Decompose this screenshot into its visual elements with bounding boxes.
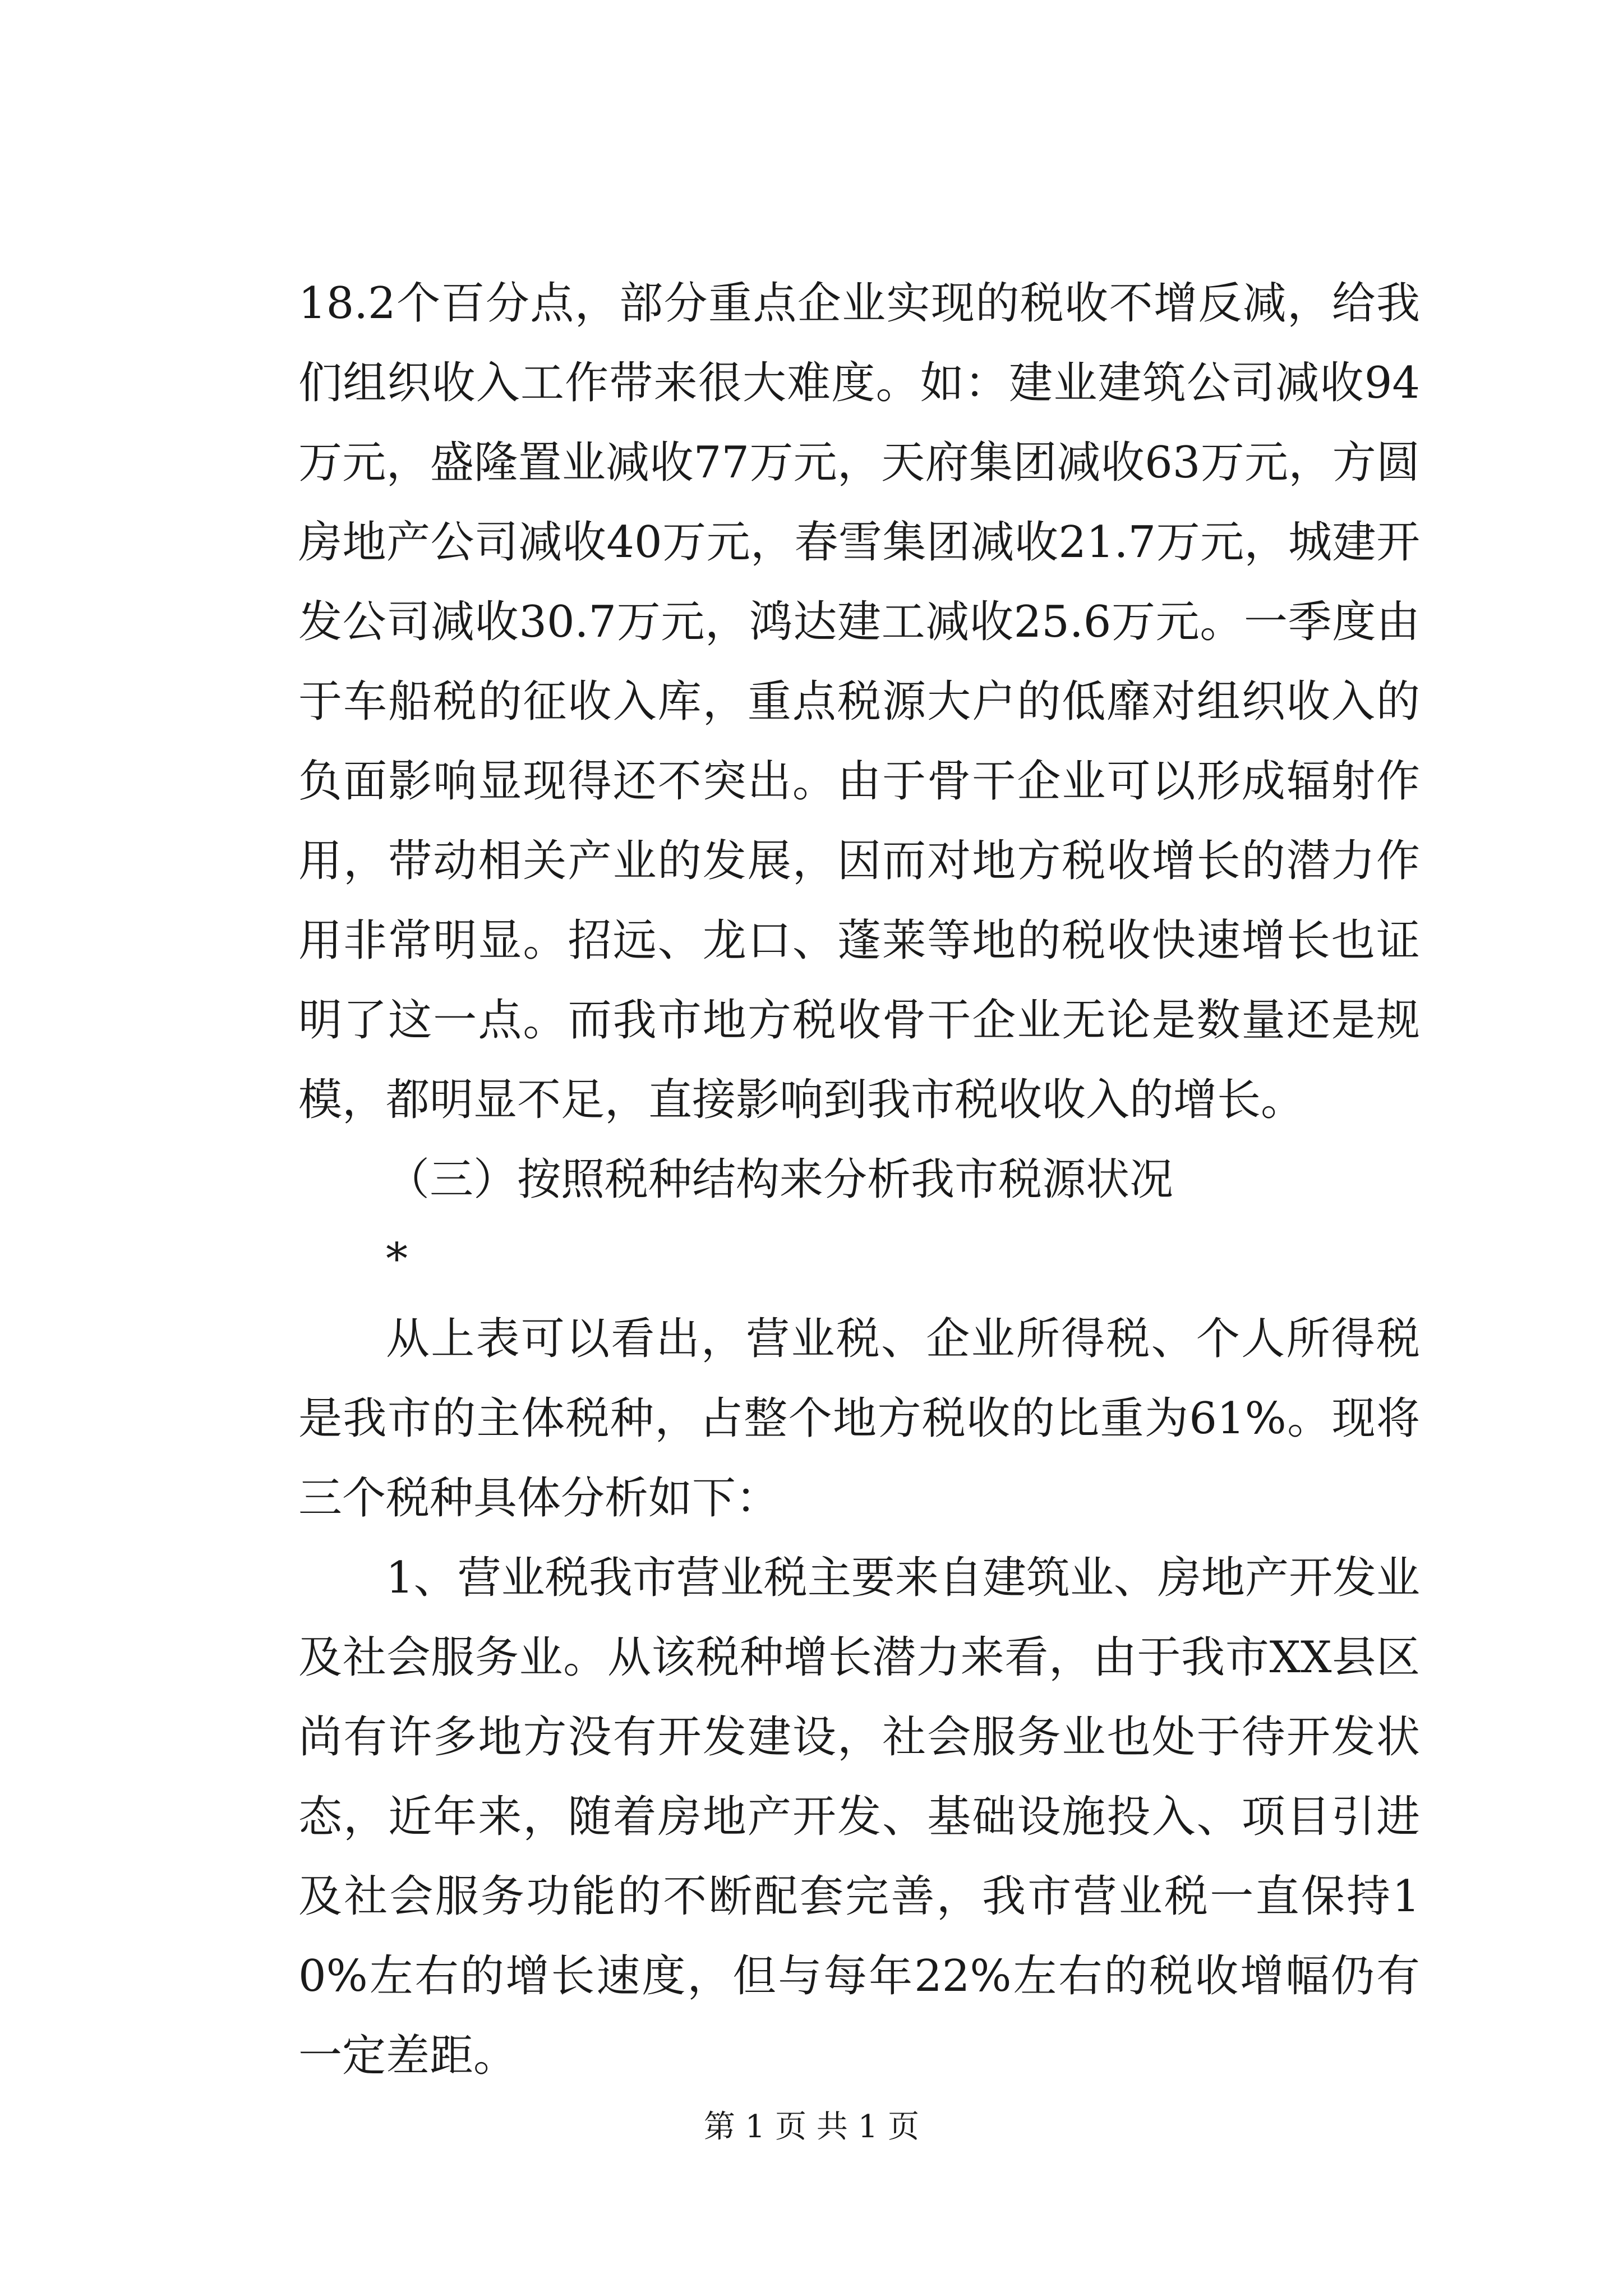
paragraph-tax-decline: 18.2个百分点，部分重点企业实现的税收不增反减，给我们组织收入工作带来很大难度。如：建业建筑公司减收94万元，盛隆置业减收77万元，天府集团减收63万元，方圆房地产公司减收40万元，春雪集团减收21.7万元，城建开发公司减收30.7万元，鸿达建工减收25.6万元。一季度由于车船税的征收入库，重点税源大户的低靡对组织收入的负面影响显现得还不突出。由于骨干企业可以形成辐射作用，带动相关产业的发展，因而对地方税收增长的潜力作用非常明显。招远、龙口、蓬莱等地的税收快速增长也证明了这一点。而我市地方税收骨干企业无论是数量还是规模，都明显不足，直接影响到我市税收收入的增长。 — [298, 278, 1420, 1125]
section-heading-tax-structure: （三）按照税种结构来分析我市税源状况 — [386, 1154, 1174, 1205]
document-body — [298, 264, 1420, 2096]
paragraph-business-tax: 1、营业税我市营业税主要来自建筑业、房地产开发业及社会服务业。从该税种增长潜力来看，由于我市XX县区尚有许多地方没有开发建设，社会服务业也处于待开发状态，近年来，随着房地产开发、基础设施投入、项目引进及社会服务功能的不断配套完善，我市营业税一直保持10%左右的增长速度，但与每年22%左右的税收增幅仍有一定差距。 — [298, 1553, 1420, 2081]
page-footer: 第 1 页 共 1 页 — [703, 2109, 920, 2145]
table-placeholder-mark: * — [386, 1234, 408, 1285]
paragraph-main-taxes: 从上表可以看出，营业税、企业所得税、个人所得税是我市的主体税种，占整个地方税收的比重为61%。现将三个税种具体分析如下： — [298, 1314, 1420, 1524]
